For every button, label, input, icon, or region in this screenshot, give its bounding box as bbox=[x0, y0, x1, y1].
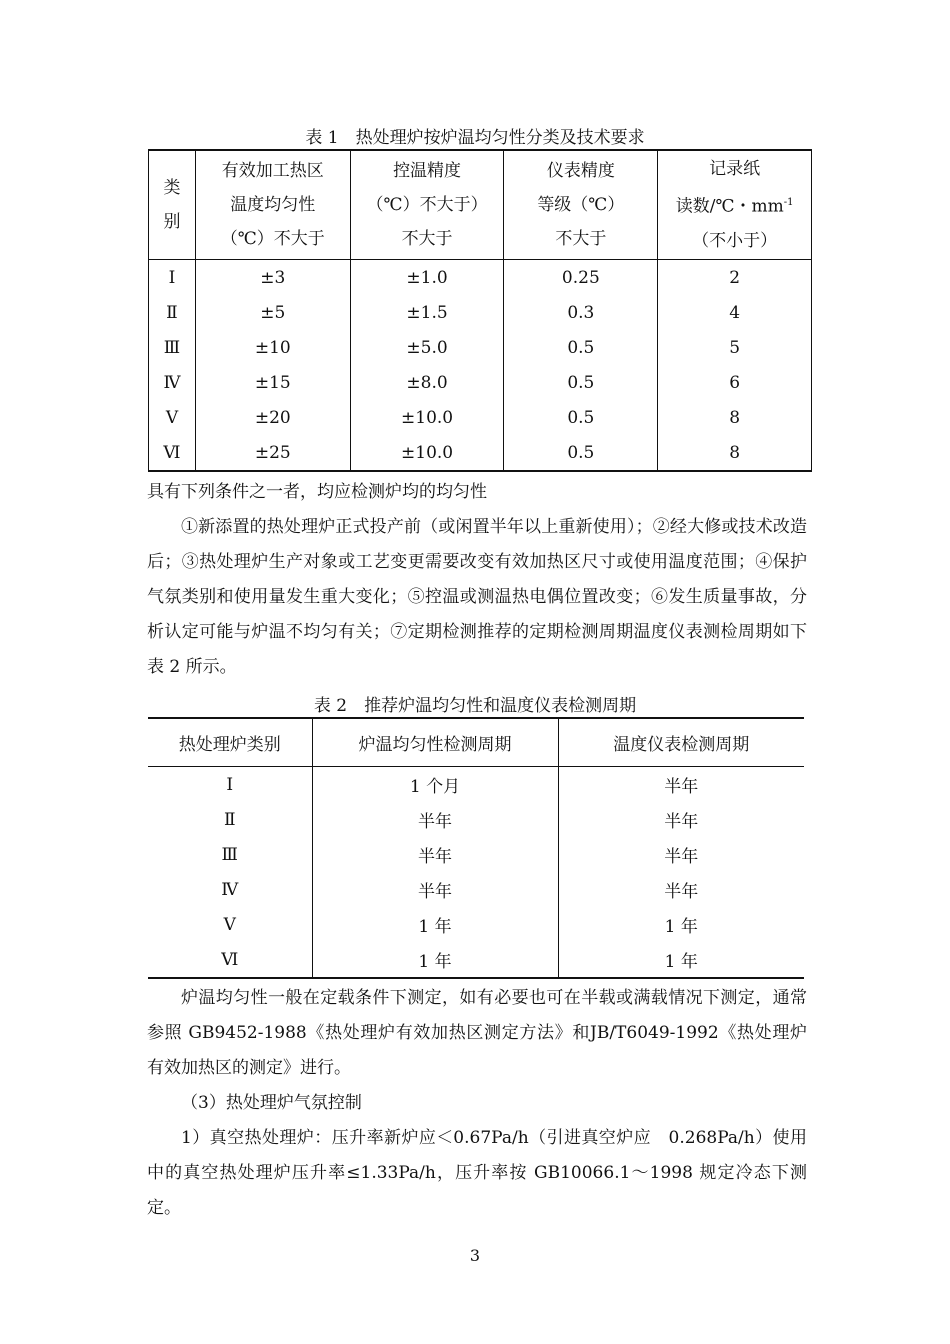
table1-header-cell: 记录纸 读数/℃・$mm^{-1}$ （不小于） bbox=[658, 150, 812, 260]
paragraph: 具有下列条件之一者，均应检测炉均的均匀性 bbox=[147, 482, 487, 502]
table-row: Ⅰ ±3 ±1.0 0.25 2 bbox=[149, 260, 812, 296]
table-row: Ⅳ ±15 ±8.0 0.5 6 bbox=[149, 365, 812, 400]
table-row: Ⅱ ±5 ±1.5 0.3 4 bbox=[149, 295, 812, 330]
table-row: Ⅲ 半年 半年 bbox=[148, 837, 804, 872]
table2 bbox=[148, 717, 804, 979]
table2-caption: 表 2 推荐炉温均匀性和温度仪表检测周期 bbox=[313, 696, 637, 716]
table2-header-row bbox=[148, 718, 804, 767]
table-row: Ⅳ 半年 半年 bbox=[148, 872, 804, 907]
table2-header-cell: 温度仪表检测周期 bbox=[558, 718, 804, 767]
table1-header-row bbox=[149, 150, 812, 260]
table-row: Ⅵ ±25 ±10.0 0.5 8 bbox=[149, 435, 812, 471]
paragraph: 炉温均匀性一般在定载条件下测定，如有必要也可在半载或满载情况下测定，通常参照 GB9452-1988《热处理炉有效加热区测定方法》和JB/T6049-1992《热处理炉有效加热区的测定》进行。 bbox=[147, 988, 807, 1078]
table-row: Ⅱ 半年 半年 bbox=[148, 802, 804, 837]
table-row: Ⅴ ±20 ±10.0 0.5 8 bbox=[149, 400, 812, 435]
table1-header-cell: 类 别 bbox=[149, 150, 196, 260]
paragraph: 1）真空热处理炉：压升率新炉应＜0.67Pa/h（引进真空炉应 0.268Pa/h）使用中的真空热处理炉压升率≤1.33Pa/h，压升率按 GB10066.1～1998 规定冷态下测定。 bbox=[147, 1128, 807, 1218]
table1 bbox=[148, 149, 812, 472]
table-row: Ⅲ ±10 ±5.0 0.5 5 bbox=[149, 330, 812, 365]
table-row: Ⅴ 1 年 1 年 bbox=[148, 907, 804, 942]
page-number: 3 bbox=[469, 1246, 481, 1265]
table2-header-cell: 炉温均匀性检测周期 bbox=[312, 718, 558, 767]
table-row: Ⅵ 1 年 1 年 bbox=[148, 942, 804, 978]
section-heading: （3）热处理炉气氛控制 bbox=[181, 1093, 362, 1113]
paragraph: ①新添置的热处理炉正式投产前（或闲置半年以上重新使用）；②经大修或技术改造后；③热处理炉生产对象或工艺变更需要改变有效加热区尺寸或使用温度范围；④保护气氛类别和使用量发生重大变化；⑤控温或测温热电偶位置改变；⑥发生质量事故，分析认定可能与炉温不均匀有关；⑦定期检测推荐的定期检测周期温度仪表测检周期如下表 2 所示。 bbox=[147, 517, 807, 677]
table1-header-cell: 有效加工热区 温度均匀性 （℃）不大于 bbox=[195, 150, 350, 260]
table2-header-cell: 热处理炉类别 bbox=[148, 718, 312, 767]
table-row: Ⅰ 1 个月 半年 bbox=[148, 767, 804, 803]
table1-header-cell: 仪表精度 等级（℃） 不大于 bbox=[504, 150, 658, 260]
table1-caption: 表 1 热处理炉按炉温均匀性分类及技术要求 bbox=[305, 128, 645, 148]
table1-header-cell: 控温精度 （℃）不大于） 不大于 bbox=[350, 150, 504, 260]
